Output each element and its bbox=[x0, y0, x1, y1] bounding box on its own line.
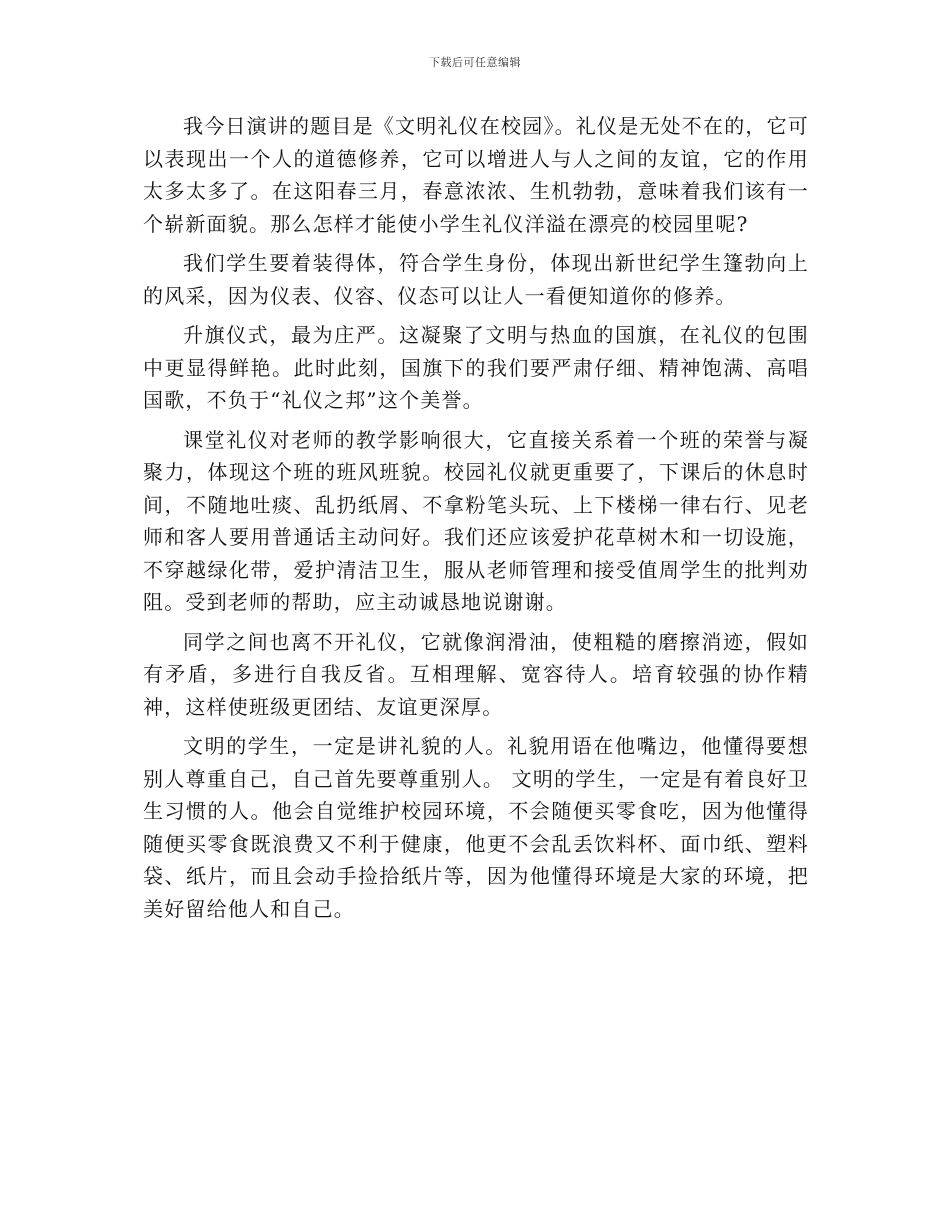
document-body bbox=[143, 110, 809, 932]
paragraph-6: 文明的学生，一定是讲礼貌的人。礼貌用语在他嘴边，他懂得要想别人尊重自己，自己首先要尊重别人。 文明的学生，一定是有着良好卫生习惯的人。他会自觉维护校园环境，不会随便买零食吃，因为他懂得随便买零食既浪费又不利于健康，他更不会乱丢饮料杯、面巾纸、塑料袋、纸片，而且会动手捡拾纸片等，因为他懂得环境是大家的环境，把美好留给他人和自己。 bbox=[143, 734, 809, 921]
header-note: 下载后可任意编辑 bbox=[429, 56, 521, 69]
paragraph-3: 升旗仪式，最为庄严。这凝聚了文明与热血的国旗，在礼仪的包围中更显得鲜艳。此时此刻，国旗下的我们要严肃仔细、精神饱满、高唱国歌，不负于“礼仪之邦”这个美誉。 bbox=[143, 323, 809, 412]
paragraph-1: 我今日演讲的题目是《文明礼仪在校园》。礼仪是无处不在的，它可以表现出一个人的道德修养，它可以增进人与人之间的友谊，它的作用太多太多了。在这阳春三月，春意浓浓、生机勃勃，意味着我们该有一个崭新面貌。那么怎样才能使小学生礼仪洋溢在漂亮的校园里呢? bbox=[143, 114, 809, 236]
paragraph-5: 同学之间也离不开礼仪，它就像润滑油，使粗糙的磨擦消迹，假如有矛盾，多进行自我反省。互相理解、宽容待人。培育较强的协作精神，这样使班级更团结、友谊更深厚。 bbox=[143, 629, 809, 719]
paragraph-4: 课堂礼仪对老师的教学影响很大，它直接关系着一个班的荣誉与凝聚力，体现这个班的班风班貌。校园礼仪就更重要了，下课后的休息时间，不随地吐痰、乱扔纸屑、不拿粉笔头玩、上下楼梯一律右行、见老师和客人要用普通话主动问好。我们还应该爱护花草树木和一切设施，不穿越绿化带，爱护清洁卫生，服从老师管理和接受值周学生的批判劝阻。受到老师的帮助，应主动诚恳地说谢谢。 bbox=[143, 427, 809, 614]
paragraph-2: 我们学生要着装得体，符合学生身份，体现出新世纪学生篷勃向上的风采，因为仪表、仪容、仪态可以让人一看便知道你的修养。 bbox=[143, 251, 809, 308]
